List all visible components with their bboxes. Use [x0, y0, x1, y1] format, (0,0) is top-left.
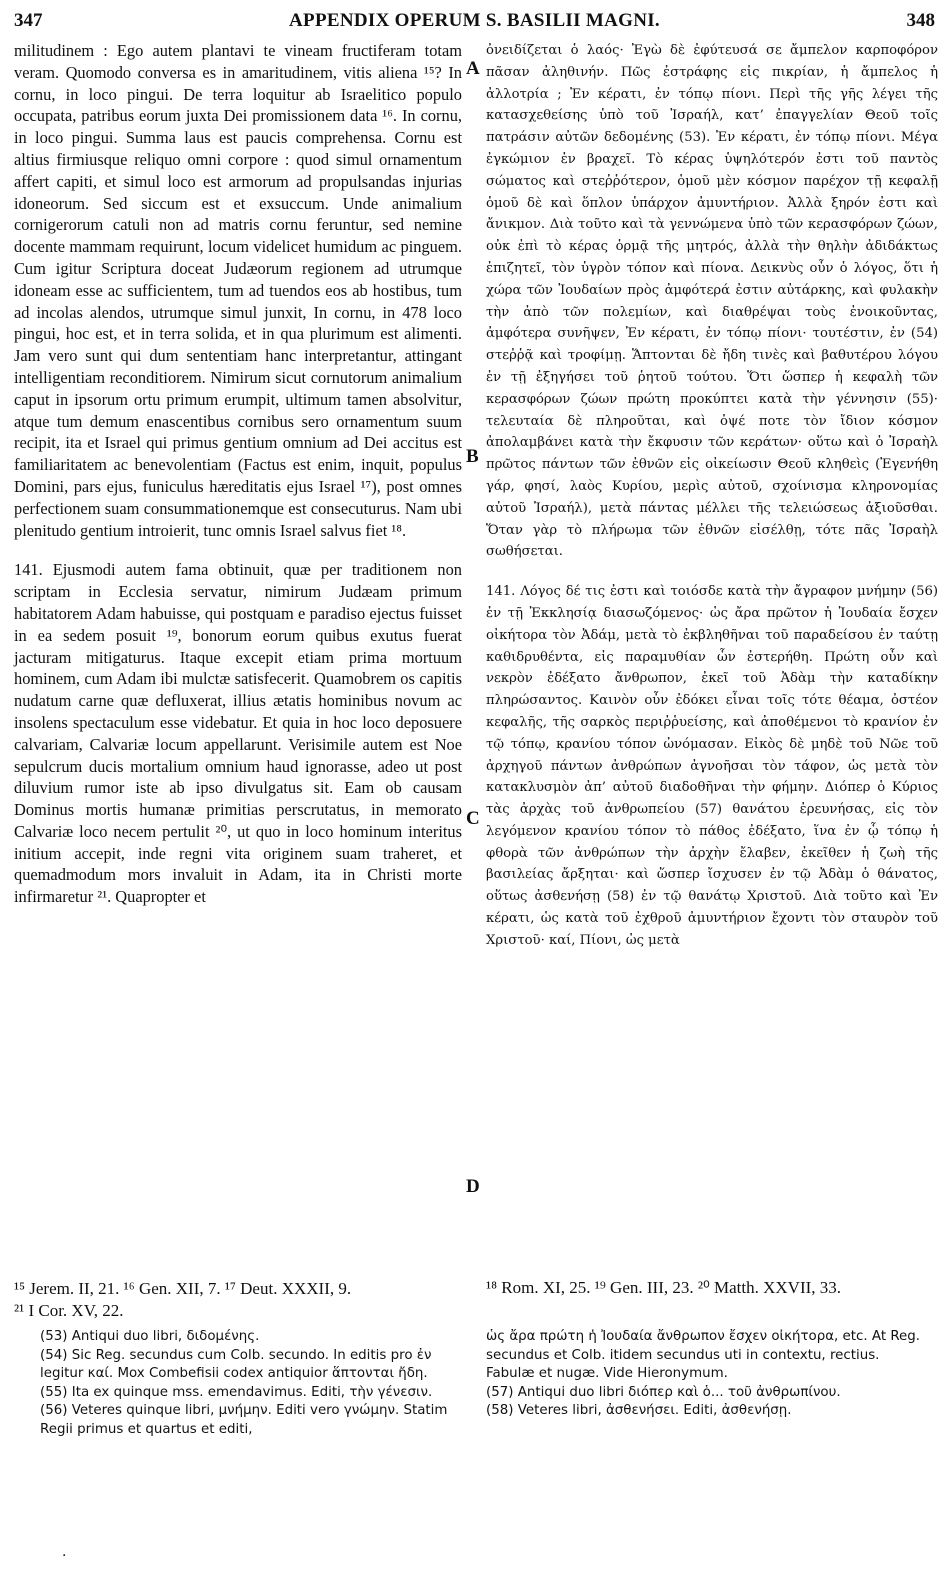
greek-paragraph-2: 141. Λόγος δέ τις ἐστι καὶ τοιόσδε κατὰ τὴν ἄγραφον μνήμην (56) ἐν τῇ Ἐκκλησίᾳ διασωζόμενος· ὡς ἄρα πρῶτον ἡ Ἰουδαία ἔσχεν οἰκήτορα τὸν Ἀδάμ, μετὰ τὸ ἐκβληθῆναι τοῦ παραδείσου ἐν ταύτῃ καθιδρυθέντα, εἰς παραμυθίαν ὧν ἐστερήθη. Πρώτη οὖν καὶ νεκρὸν ἐδέξατο ἄνθρωπον, ἐκεῖ τοῦ Ἀδὰμ τὴν καταδίκην πληρώσαντος. Καινὸν οὖν ἐδόκει εἶναι τοῖς τότε θέαμα, ὀστέον κεφαλῆς, τῆς σαρκὸς περιῤῥυείσης, καὶ ἀποθέμενοι τὸ κρανίον ἐν τῷ τόπῳ, κρανίου τόπον ὠνόμασαν. Εἰκὸς δὲ μηδὲ τοῦ Νῶε τοῦ ἀρχηγοῦ πάντων ἀνθρώπων ἀγνοῆσαι τὸν τάφον, ὡς μετὰ τὸν κατακλυσμὸν ἀπ’ αὐτοῦ διαδοθῆναι τὴν φήμην. Διόπερ ὁ Κύριος τὰς ἀρχὰς τοῦ ἀνθρωπείου (57) θανάτου ἐρευνήσας, εἰς τὸν λεγόμενον κρανίου τόπον τὸ πάθος ἐδέξατο, ἵνα ἐν ᾧ τόπῳ ἡ φθορὰ τῶν ἀνθρώπων τὴν ἀρχὴν ἔλαβεν, ἐκεῖθεν ἡ ζωὴ τῆς βασιλείας ἄρξηται· καὶ ὥσπερ ἴσχυσεν ἐν τῷ Ἀδὰμ ὁ θάνατος, οὕτως ἀσθενήσῃ (58) ἐν τῷ θανάτῳ Χριστοῦ. Διὰ τοῦτο καὶ Ἐν κέρατι, ὡς κατὰ τοῦ ἐχθροῦ ἀμυντήριον ἔχοντι τὸν σταυρὸν τοῦ Χριστοῦ· καί, Πίονι, ὡς μετὰ [486, 584, 938, 948]
critical-notes-right [486, 1328, 926, 1421]
section-marker-d: D [466, 1176, 480, 1197]
greek-column [486, 40, 938, 952]
page-number-right: 348 [906, 10, 935, 31]
latin-paragraph-2: 141. Ejusmodi autem fama obtinuit, quæ per traditionem non scriptam in Ecclesia servatur, nimirum Judæam primum habitatorem Adam habuisse, qui postquam e paradiso ejectus fuisset in ea sedem posuit ¹⁹, bonorum eorum quibus exutus fuerat jacturam mitigaturus. Itaque excepit etiam prima mortuum hominem, cum Adam ibi mulctæ satisfecerit. Quamobrem os capitis nudatum carne quæ defluxerat, illius ætatis hominibus novum ac insolens spectaculum esse videbatur. Et quia in hoc loco deposuere calvariam, Calvariæ locum appellarunt. Verisimile autem est Noe sepulcrum ducis mortalium omnium haud ignorasse, adeo ut post diluvium rumor iste ab ipso divulgatus sit. Eam ob causam Dominus mortis humanæ primitias perscrutatus, in memorato Calvariæ loco necem pertulit ²⁰, ut quo in loco hominum interitus initium accepit, inde regni vita originem suam traheret, et quemadmodum mors invaluit in Adam, ita in Christi morte infirmaretur ²¹. Quapropter et [14, 560, 462, 907]
greek-paragraph-1: ὀνειδίζεται ὁ λαός· Ἐγὼ δὲ ἐφύτευσά σε ἄμπελον καρποφόρον πᾶσαν ἀληθινήν. Πῶς ἐστράφης εἰς πικρίαν, ἡ ἄμπελος ἡ ἀλλοτρία ; Ἐν κέρατι, ἐν τόπῳ πίονι. Περὶ τῆς γῆς λέγει τῆς κατασχεθείσης ὑπὸ τοῦ Ἰσραήλ, κατ’ ἐπαγγελίαν Θεοῦ τοῖς πατράσιν αὐτῶν δεδομένης (53). Ἐν κέρατι, ἐν τόπῳ πίονι. Μέγα ἐγκώμιον ἐν βραχεῖ. Τὸ κέρας ὑψηλότερόν ἐστι τοῦ παντὸς σώματος καὶ στεῤῥότερον, ὁμοῦ μὲν κόσμον παρέχον τῇ κεφαλῇ ὁμοῦ δὲ καὶ ὅπλον ὑπάρχον ἀμυντήριον. Ἀλλὰ ξηρόν ἐστι καὶ ἄνικμον. Διὰ τοῦτο καὶ τὰ γεννώμενα ὑπὸ τῶν κερασφόρων ζώων, οὐκ ἐπὶ τὸ κέρας ὁρμᾷ τῆς μητρός, ἀλλὰ τὴν θηλὴν ἀδιδάκτως ἐπιζητεῖ, τὸν ὑγρὸν τόπον καὶ πίονα. Δεικνὺς οὖν ὁ λόγος, ὅτι ἡ χώρα τῶν Ἰουδαίων πρὸς ἀμφότερά ἐστιν αὐτάρκης, καὶ φυλακὴν τὴν ἀπὸ τῶν πολεμίων, καὶ διαθρέψαι τοὺς ἐνοικοῦντας, ἀμφότερα συνῆψεν, Ἐν κέρατι, ἐν τόπῳ πίονι· τουτέστιν, ἐν (54) στεῤῥᾷ καὶ τροφίμῃ. Ἅπτονται δὲ ἤδη τινὲς καὶ βαθυτέρου λόγου ἐν τῇ ἐξηγήσει τοῦ ῥητοῦ τούτου. Ὅτι ὥσπερ ἡ κεφαλὴ τῶν κερασφόρων ζώων πρώτη προκύπτει κατὰ τὴν γέννησιν (55)· τελευταία δὲ πληροῦται, καὶ ὀψέ ποτε τὸν ἴδιον κόσμον ἀπολαμβάνει κατὰ τὴν ἔκφυσιν τῶν κεράτων· οὕτω καὶ ὁ Ἰσραὴλ πρῶτος πάντων τῶν ἐθνῶν εἰς οἰκείωσιν Θεοῦ κληθεὶς (Ἐγενήθη γάρ, φησί, λαὸς Κυρίου, μερὶς αὐτοῦ, σχοίνισμα κληρονομίας αὐτοῦ Ἰσραήλ), μετὰ πάντας μέλλει τῆς τελειώσεως ἀξιοῦσθαι. Ὅταν γὰρ τὸ πλήρωμα τῶν ἐθνῶν εἰσέλθῃ, τότε πᾶς Ἰσραὴλ σωθήσεται. [486, 43, 938, 560]
note-57: (57) Antiqui duo libri διόπερ καὶ ὁ... τοῦ ἀνθρωπίνου. [486, 1384, 841, 1400]
note-58: (58) Veteres libri, ἀσθενήσει. Editi, ἀσθενήσῃ. [486, 1403, 792, 1419]
note-55: (55) Ita ex quinque mss. emendavimus. Editi, τὴν γένεσιν. [40, 1384, 433, 1400]
latin-paragraph-1: militudinem : Ego autem plantavi te vineam fructiferam totam veram. Quomodo conversa es in amaritudinem, vitis aliena ¹⁵? In cornu, in loco pingui. De terra loquitur ab Israelitico populo occupata, patribus eorum juxta Dei promissionem data ¹⁶. In cornu, in loco pingui. Summa laus est paucis comprehensa. Cornu est altius firmiusque reliquo omni corpore : quod simul ornamentum affert capiti, et simul loco est armorum ad propulsandas injurias idoneorum. Sed siccum est et exsuccum. Unde animalium cornigerorum catuli non ad matris cornu feruntur, sed nemine docente mammam requirunt, locum videlicet humidum ac pinguem. Cum igitur Scriptura doceat Judæorum regionem ad utrumque idoneam esse ac sufficientem, tum ad tuendos eos ab hostibus, tum ad incolas alendos, utrumque simul junxit, In cornu, in 478 loco pingui, hoc est, et in terra solida, et in qua plurimum est alimenti. Jam vero sunt qui dum sententiam hanc interpretantur, attingant intelligentiam reconditiorem. Nimirum sicut cornutorum animalium caput in ipsorum ortu primum erumpit, ultimum tamen absolvitur, atque tum demum enascentibus cornibus sero ornamentum suum recipit, ita et Israel qui primus gentium omnium ad Dei accitus est familiaritatem ac benevolentiam (Factus est enim, inquit, populus Domini, pars ejus, funiculus hæreditatis ejus Israel ¹⁷), post omnes perfectionem suam consummationemque est consecuturus. Nam ubi plenitudo gentium introierit, tunc omnis Israel salvus fiet ¹⁸. [14, 41, 462, 540]
scripture-ref-line-1: ¹⁵ Jerem. II, 21. ¹⁶ Gen. XII, 7. ¹⁷ Deut. XXXII, 9. [14, 1279, 352, 1298]
section-marker-a: A [466, 58, 480, 79]
page-header [14, 10, 935, 38]
section-marker-b: B [466, 446, 479, 467]
latin-column [14, 40, 462, 908]
note-56-continued: ὡς ἄρα πρώτη ἡ Ἰουδαία ἄνθρωπον ἔσχεν οἰκήτορα, etc. At Reg. secundus et Colb. itidem secundus uti in contextu, rectius. Fabulæ et nugæ. Vide Hieronymum. [486, 1329, 921, 1382]
scripture-ref-line-right: ¹⁸ Rom. XI, 25. ¹⁹ Gen. III, 23. ²⁰ Matth. XXVII, 33. [486, 1278, 842, 1297]
page-number-left: 347 [14, 10, 43, 31]
scripture-references-left [14, 1278, 472, 1322]
note-53: (53) Antiqui duo libri, διδομένης. [40, 1329, 260, 1344]
section-marker-c: C [466, 808, 480, 829]
stray-dot: · [62, 1548, 67, 1564]
note-54: (54) Sic Reg. secundus cum Colb. secundo. In editis pro ἐν legitur καί. Mox Combefisii codex antiquior ἅπτονται ἤδη. [40, 1347, 432, 1382]
scripture-ref-line-2: ²¹ I Cor. XV, 22. [14, 1301, 124, 1320]
running-title: APPENDIX OPERUM S. BASILII MAGNI. [289, 10, 660, 31]
scripture-references-right [486, 1278, 938, 1298]
critical-notes-left [40, 1328, 460, 1440]
note-56: (56) Veteres quinque libri, μνήμην. Editi vero γνώμην. Statim Regii primus et quartus et editi, [40, 1403, 448, 1437]
